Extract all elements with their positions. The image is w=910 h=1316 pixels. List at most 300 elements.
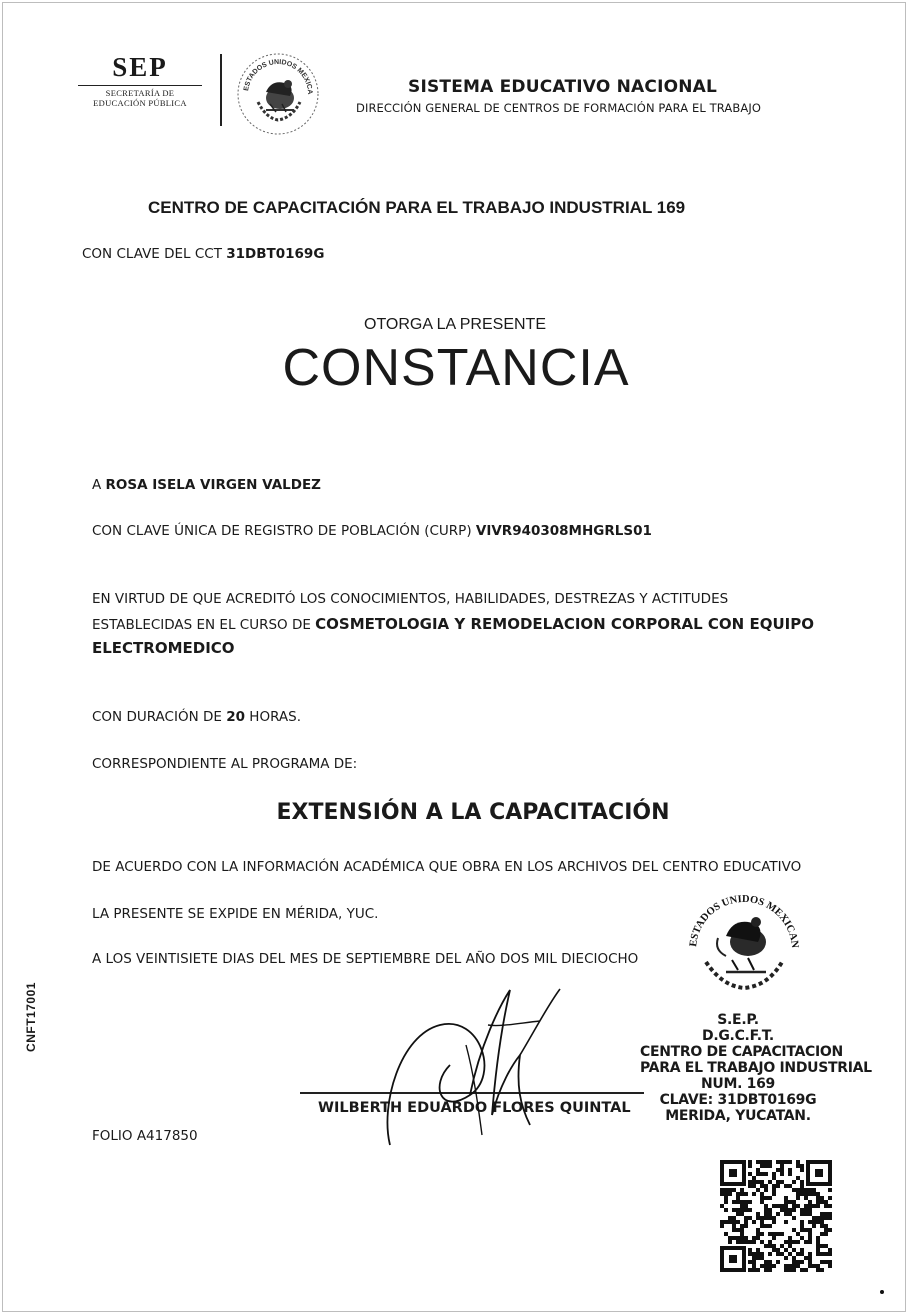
qr-module — [788, 1208, 792, 1212]
qr-module — [740, 1228, 744, 1232]
qr-module — [792, 1188, 796, 1192]
qr-module — [824, 1228, 828, 1232]
qr-module — [752, 1180, 756, 1184]
qr-module — [768, 1196, 772, 1200]
qr-module — [768, 1240, 772, 1244]
qr-module — [796, 1240, 800, 1244]
recipient-prefix: A — [92, 477, 106, 493]
qr-module — [808, 1192, 812, 1196]
qr-module — [808, 1204, 812, 1208]
qr-module — [772, 1248, 776, 1252]
qr-module — [804, 1228, 808, 1232]
qr-module — [800, 1164, 804, 1168]
qr-module — [752, 1256, 756, 1260]
qr-module — [764, 1212, 768, 1216]
qr-module — [768, 1268, 772, 1272]
qr-module — [764, 1188, 768, 1192]
qr-module — [764, 1260, 768, 1264]
qr-module — [792, 1260, 796, 1264]
qr-module — [788, 1236, 792, 1240]
qr-module — [768, 1160, 772, 1164]
qr-module — [728, 1240, 732, 1244]
qr-module — [724, 1208, 728, 1212]
cct-code: 31DBT0169G — [226, 246, 325, 262]
qr-module — [756, 1248, 760, 1252]
qr-module — [776, 1160, 780, 1164]
qr-module — [772, 1216, 776, 1220]
qr-module — [752, 1236, 756, 1240]
qr-module — [804, 1208, 808, 1212]
qr-module — [828, 1264, 832, 1268]
qr-module — [788, 1240, 792, 1244]
qr-module — [824, 1216, 828, 1220]
seal-arc-text: ESTADOS UNIDOS MEXICA — [243, 58, 314, 95]
stamp-text-block — [640, 1012, 872, 1124]
qr-module — [792, 1256, 796, 1260]
qr-module — [796, 1164, 800, 1168]
stamp-line: PARA EL TRABAJO INDUSTRIAL — [640, 1060, 872, 1076]
duration-hours: 20 — [226, 709, 245, 725]
qr-module — [804, 1268, 808, 1272]
qr-module — [764, 1264, 768, 1268]
qr-module — [808, 1188, 812, 1192]
course-name-part2: ELECTROMEDICO — [92, 639, 235, 657]
qr-module — [808, 1264, 812, 1268]
qr-module — [768, 1224, 772, 1228]
qr-module — [808, 1212, 812, 1216]
qr-module — [728, 1216, 732, 1220]
qr-module — [820, 1216, 824, 1220]
stamp-line: S.E.P. — [717, 1012, 759, 1028]
qr-module — [784, 1248, 788, 1252]
qr-module — [772, 1264, 776, 1268]
qr-module — [772, 1220, 776, 1224]
qr-module — [828, 1248, 832, 1252]
qr-module — [784, 1240, 788, 1244]
qr-module — [816, 1244, 820, 1248]
qr-module — [736, 1228, 740, 1232]
stamp-seal-graphic — [682, 880, 806, 1004]
stamp-line: D.G.C.F.T. — [702, 1028, 774, 1044]
qr-module — [792, 1248, 796, 1252]
qr-module — [812, 1188, 816, 1192]
qr-module — [788, 1184, 792, 1188]
qr-module — [800, 1192, 804, 1196]
qr-module — [784, 1200, 788, 1204]
stamp-line: MERIDA, YUCATAN. — [665, 1108, 811, 1124]
course-line1: EN VIRTUD DE QUE ACREDITÓ LOS CONOCIMIENTOS, HABILIDADES, DESTREZAS Y ACTITUDES — [92, 591, 729, 607]
qr-module — [760, 1224, 764, 1228]
qr-module — [748, 1184, 752, 1188]
qr-module — [820, 1252, 824, 1256]
qr-module — [748, 1208, 752, 1212]
qr-module — [772, 1192, 776, 1196]
qr-module — [812, 1224, 816, 1228]
qr-module — [820, 1200, 824, 1204]
qr-module — [776, 1252, 780, 1256]
qr-module — [740, 1192, 744, 1196]
qr-module — [784, 1212, 788, 1216]
qr-module — [768, 1208, 772, 1212]
qr-module — [744, 1200, 748, 1204]
qr-module — [800, 1268, 804, 1272]
qr-module — [812, 1216, 816, 1220]
course-line2 — [92, 615, 814, 633]
qr-module — [784, 1208, 788, 1212]
folio-number: A417850 — [136, 1128, 198, 1144]
qr-module — [768, 1216, 772, 1220]
qr-module — [804, 1192, 808, 1196]
qr-module — [748, 1160, 752, 1164]
national-seal-graphic — [236, 52, 320, 136]
qr-module — [760, 1200, 764, 1204]
qr-module — [720, 1192, 724, 1196]
qr-module — [744, 1224, 748, 1228]
qr-module — [724, 1200, 728, 1204]
course-name-part1: COSMETOLOGIA Y REMODELACION CORPORAL CON EQUIPO — [315, 615, 814, 633]
qr-module — [792, 1268, 796, 1272]
qr-module — [744, 1240, 748, 1244]
qr-module — [788, 1212, 792, 1216]
qr-module — [780, 1232, 784, 1236]
qr-module — [828, 1212, 832, 1216]
qr-module — [824, 1232, 828, 1236]
curp-prefix: CON CLAVE ÚNICA DE REGISTRO DE POBLACIÓN (CURP) — [92, 523, 476, 539]
qr-module — [828, 1252, 832, 1256]
qr-module — [740, 1208, 744, 1212]
qr-module — [820, 1260, 824, 1264]
qr-module — [748, 1216, 752, 1220]
qr-module — [772, 1184, 776, 1188]
qr-module — [740, 1200, 744, 1204]
document-title: CONSTANCIA — [282, 339, 630, 397]
qr-module — [784, 1268, 788, 1272]
qr-module — [768, 1232, 772, 1236]
qr-module — [772, 1176, 776, 1180]
qr-module — [748, 1268, 752, 1272]
qr-module — [784, 1220, 788, 1224]
qr-module — [800, 1260, 804, 1264]
qr-module — [792, 1228, 796, 1232]
qr-module — [816, 1192, 820, 1196]
duration-prefix: CON DURACIÓN DE — [92, 709, 227, 725]
qr-module — [772, 1244, 776, 1248]
qr-module — [800, 1168, 804, 1172]
qr-module — [824, 1224, 828, 1228]
qr-module — [800, 1236, 804, 1240]
qr-module — [780, 1244, 784, 1248]
qr-module — [764, 1216, 768, 1220]
qr-module — [796, 1196, 800, 1200]
qr-module — [744, 1204, 748, 1208]
qr-module — [744, 1216, 748, 1220]
qr-module — [736, 1212, 740, 1216]
qr-module — [784, 1256, 788, 1260]
folio-line — [92, 1128, 198, 1144]
qr-module — [760, 1252, 764, 1256]
sep-subtitle-line2: EDUCACIÓN PÚBLICA — [93, 98, 187, 108]
qr-module — [748, 1172, 752, 1176]
qr-module — [720, 1224, 724, 1228]
cct-line — [82, 246, 324, 262]
qr-module — [828, 1260, 832, 1264]
program-prefix: CORRESPONDIENTE AL PROGRAMA DE: — [92, 756, 358, 772]
qr-module — [784, 1264, 788, 1268]
qr-module — [752, 1240, 756, 1244]
qr-module — [776, 1212, 780, 1216]
qr-module — [740, 1240, 744, 1244]
qr-module — [764, 1244, 768, 1248]
signer-name: WILBERTH EDUARDO FLORES QUINTAL — [318, 1100, 631, 1116]
qr-module — [760, 1196, 764, 1200]
qr-module — [772, 1204, 776, 1208]
qr-module — [820, 1196, 824, 1200]
stamp-line: NUM. 169 — [700, 1076, 776, 1092]
qr-module — [788, 1268, 792, 1272]
qr-module — [780, 1208, 784, 1212]
qr-module — [756, 1232, 760, 1236]
recipient-name: ROSA ISELA VIRGEN VALDEZ — [105, 477, 321, 493]
qr-module — [784, 1204, 788, 1208]
official-stamp-seal-icon — [682, 880, 806, 1009]
qr-module — [756, 1168, 760, 1172]
program-name: EXTENSIÓN A LA CAPACITACIÓN — [276, 800, 670, 825]
qr-module — [752, 1260, 756, 1264]
qr-module — [756, 1212, 760, 1216]
sep-acronym: SEP — [112, 52, 168, 82]
qr-module — [764, 1268, 768, 1272]
qr-module — [732, 1228, 736, 1232]
corner-mark — [880, 1290, 884, 1294]
issued-in-line: LA PRESENTE SE EXPIDE EN MÉRIDA, YUC. — [92, 906, 379, 922]
qr-module — [824, 1252, 828, 1256]
qr-module — [736, 1220, 740, 1224]
qr-module — [760, 1216, 764, 1220]
qr-module — [760, 1180, 764, 1184]
qr-module — [808, 1256, 812, 1260]
qr-module — [776, 1168, 780, 1172]
qr-module — [812, 1192, 816, 1196]
qr-module — [752, 1220, 756, 1224]
course-line2-prefix: ESTABLECIDAS EN EL CURSO DE — [92, 617, 316, 633]
qr-module — [828, 1188, 832, 1192]
sep-subtitle-line1: SECRETARÍA DE — [105, 88, 175, 98]
curp-value: VIVR940308MHGRLS01 — [475, 523, 652, 539]
qr-module — [788, 1244, 792, 1248]
qr-module — [760, 1172, 764, 1176]
qr-module — [768, 1244, 772, 1248]
qr-module — [792, 1216, 796, 1220]
qr-module — [724, 1188, 728, 1192]
qr-module — [752, 1192, 756, 1196]
qr-module — [828, 1196, 832, 1200]
qr-module — [808, 1236, 812, 1240]
qr-module — [800, 1228, 804, 1232]
qr-module — [816, 1236, 820, 1240]
qr-module — [732, 1236, 736, 1240]
qr-code — [720, 1160, 832, 1272]
qr-module — [728, 1236, 732, 1240]
qr-module — [784, 1160, 788, 1164]
qr-module — [764, 1172, 768, 1176]
qr-module — [748, 1260, 752, 1264]
qr-module — [768, 1180, 772, 1184]
qr-module — [740, 1204, 744, 1208]
qr-module — [800, 1252, 804, 1256]
qr-module — [744, 1208, 748, 1212]
qr-module — [756, 1228, 760, 1232]
qr-module — [756, 1256, 760, 1260]
qr-module — [792, 1200, 796, 1204]
qr-module — [768, 1252, 772, 1256]
qr-module — [788, 1172, 792, 1176]
qr-module — [808, 1260, 812, 1264]
qr-module — [760, 1220, 764, 1224]
qr-module — [732, 1224, 736, 1228]
qr-module — [744, 1192, 748, 1196]
qr-module — [808, 1208, 812, 1212]
qr-module — [808, 1200, 812, 1204]
qr-module — [828, 1216, 832, 1220]
qr-module — [800, 1224, 804, 1228]
sep-logo — [74, 52, 206, 108]
qr-module — [768, 1260, 772, 1264]
qr-module — [828, 1204, 832, 1208]
qr-module — [784, 1184, 788, 1188]
qr-module — [748, 1248, 752, 1252]
qr-module — [760, 1192, 764, 1196]
date-line: A LOS VEINTISIETE DIAS DEL MES DE SEPTIEMBRE DEL AÑO DOS MIL DIECIOCHO — [92, 951, 639, 967]
qr-module — [760, 1264, 764, 1268]
qr-module — [752, 1264, 756, 1268]
qr-module — [756, 1180, 760, 1184]
qr-module — [800, 1248, 804, 1252]
qr-module — [800, 1180, 804, 1184]
qr-module — [776, 1204, 780, 1208]
qr-module — [736, 1236, 740, 1240]
qr-module — [820, 1212, 824, 1216]
qr-module — [780, 1172, 784, 1176]
stamp-seal-arc-text: ESTADOS UNIDOS MEXICAN — [688, 893, 801, 949]
agreement-line: DE ACUERDO CON LA INFORMACIÓN ACADÉMICA QUE OBRA EN LOS ARCHIVOS DEL CENTRO EDUCATIVO — [92, 859, 802, 875]
qr-module — [760, 1232, 764, 1236]
qr-module — [756, 1236, 760, 1240]
qr-module — [816, 1248, 820, 1252]
qr-module — [820, 1244, 824, 1248]
qr-module — [780, 1204, 784, 1208]
qr-module — [804, 1212, 808, 1216]
qr-module — [764, 1164, 768, 1168]
qr-module — [808, 1232, 812, 1236]
qr-module — [824, 1244, 828, 1248]
qr-module — [748, 1240, 752, 1244]
qr-module — [724, 1220, 728, 1224]
qr-module — [804, 1188, 808, 1192]
qr-module — [724, 1192, 728, 1196]
qr-module — [756, 1160, 760, 1164]
qr-module — [776, 1232, 780, 1236]
qr-module — [772, 1232, 776, 1236]
qr-module — [768, 1212, 772, 1216]
qr-module — [796, 1176, 800, 1180]
qr-module — [804, 1204, 808, 1208]
qr-module — [756, 1216, 760, 1220]
header-divider — [220, 54, 222, 126]
direction-title: DIRECCIÓN GENERAL DE CENTROS DE FORMACIÓN PARA EL TRABAJO — [356, 101, 761, 115]
qr-module — [816, 1196, 820, 1200]
qr-module — [744, 1236, 748, 1240]
stamp-line: CLAVE: 31DBT0169G — [659, 1092, 817, 1108]
qr-module — [748, 1164, 752, 1168]
qr-module — [724, 1196, 728, 1200]
qr-module — [728, 1188, 732, 1192]
qr-module — [752, 1252, 756, 1256]
qr-module — [820, 1268, 824, 1272]
qr-module — [816, 1204, 820, 1208]
qr-module — [796, 1232, 800, 1236]
qr-module — [768, 1164, 772, 1168]
qr-module — [732, 1208, 736, 1212]
qr-module — [724, 1232, 728, 1236]
qr-module — [804, 1256, 808, 1260]
qr-module — [732, 1188, 736, 1192]
qr-module — [776, 1260, 780, 1264]
stamp-line: CENTRO DE CAPACITACION — [640, 1044, 843, 1060]
qr-module — [824, 1204, 828, 1208]
qr-module — [720, 1188, 724, 1192]
qr-module — [736, 1200, 740, 1204]
qr-module — [812, 1264, 816, 1268]
qr-module — [748, 1252, 752, 1256]
qr-module — [740, 1188, 744, 1192]
qr-module — [732, 1220, 736, 1224]
qr-module — [792, 1264, 796, 1268]
qr-module — [820, 1224, 824, 1228]
qr-module — [800, 1184, 804, 1188]
qr-module — [796, 1204, 800, 1208]
qr-module — [760, 1160, 764, 1164]
qr-module — [780, 1160, 784, 1164]
qr-module — [780, 1252, 784, 1256]
qr-module — [728, 1192, 732, 1196]
qr-module — [748, 1200, 752, 1204]
duration-suffix: HORAS. — [245, 709, 301, 725]
qr-module — [732, 1200, 736, 1204]
qr-module — [764, 1208, 768, 1212]
qr-module — [764, 1196, 768, 1200]
qr-module — [736, 1196, 740, 1200]
side-code: CNFT17001 — [23, 982, 38, 1052]
qr-module — [760, 1184, 764, 1188]
qr-module — [772, 1236, 776, 1240]
system-title: SISTEMA EDUCATIVO NACIONAL — [408, 77, 718, 97]
qr-module — [736, 1208, 740, 1212]
qr-module — [728, 1220, 732, 1224]
qr-module — [796, 1160, 800, 1164]
qr-module — [772, 1172, 776, 1176]
qr-module — [744, 1220, 748, 1224]
qr-module — [820, 1232, 824, 1236]
qr-module — [808, 1252, 812, 1256]
qr-module — [756, 1188, 760, 1192]
qr-module — [780, 1168, 784, 1172]
qr-module — [740, 1232, 744, 1236]
qr-module — [764, 1204, 768, 1208]
qr-module — [780, 1164, 784, 1168]
qr-module — [792, 1208, 796, 1212]
handwritten-signature — [370, 985, 570, 1160]
duration-line — [92, 709, 301, 725]
